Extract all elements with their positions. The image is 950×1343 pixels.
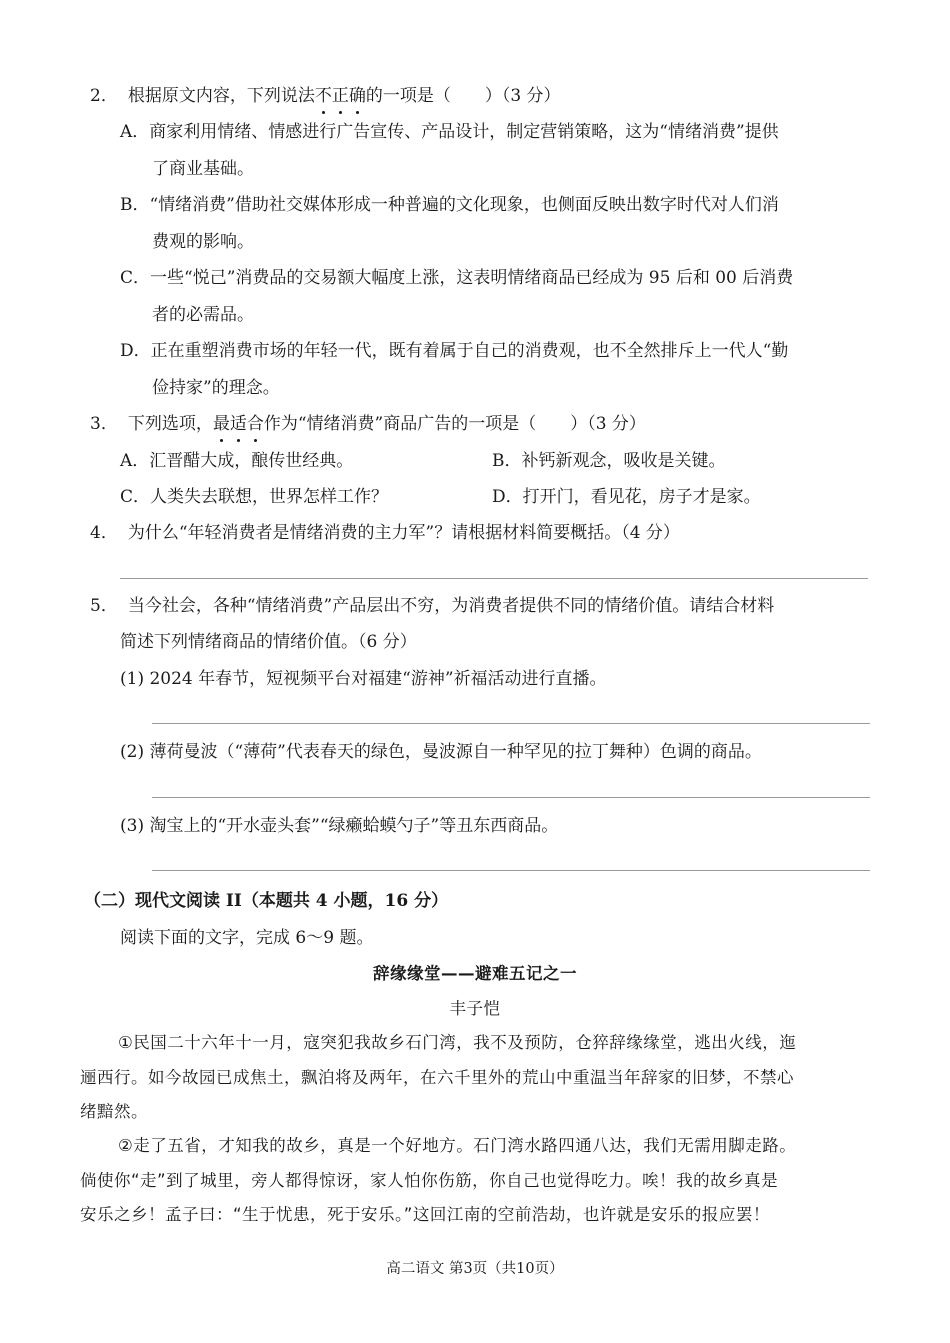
- q2-stem: [90, 84, 561, 108]
- passage-author: 丰子恺: [449, 999, 501, 1018]
- q5-answer-line-3[interactable]: [152, 870, 870, 871]
- q4-number: 4．: [90, 523, 118, 543]
- q3-option-a: A．汇晋醋大成，酿传世经典。: [120, 451, 354, 471]
- q2-option-b-line1: B．“情绪消费”借助社交媒体形成一种普遍的文化现象，也侧面反映出数字时代对人们消: [120, 195, 779, 215]
- q3-option-d: D．打开门，看见花，房子才是家。: [492, 487, 761, 507]
- q3-number: 3．: [90, 414, 118, 434]
- q2-stem-text: 根据原文内容，下列说法: [127, 86, 315, 106]
- section-instruction: 阅读下面的文字，完成 6～9 题。: [120, 928, 374, 948]
- q5-answer-line-2[interactable]: [152, 797, 870, 798]
- q2-number: 2．: [90, 86, 118, 106]
- passage-paragraph-2-line1: ②走了五省，才知我的故乡，真是一个好地方。石门湾水路四通八达，我们无需用脚走路。: [118, 1136, 797, 1155]
- q3-stem-tail: 作为“情绪消费”商品广告的一项是（ ）（3 分）: [263, 414, 646, 434]
- q3-emphasis-char: 适: [229, 414, 247, 434]
- section-heading: （二）现代文阅读 II（本题共 4 小题，16 分）: [84, 891, 449, 911]
- q5-subquestion-2: (2) 薄荷曼波（“薄荷”代表春天的绿色，曼波源自一种罕见的拉丁舞种）色调的商品。: [120, 742, 762, 762]
- q5-answer-line-1[interactable]: [152, 723, 870, 724]
- q3-option-c: C．人类失去联想，世界怎样工作？: [120, 487, 389, 507]
- q2-stem-tail: 的一项是（ ）（3 分）: [365, 86, 561, 106]
- q5-stem-text: 当今社会，各种“情绪消费”产品层出不穷，为消费者提供不同的情绪价值。请结合材料: [127, 596, 775, 616]
- q2-emphasis-char: 正: [331, 86, 349, 106]
- q4-answer-line[interactable]: [120, 578, 868, 579]
- q3-emphasis-char: 合: [246, 414, 264, 434]
- q3-option-b: B．补钙新观念，吸收是关键。: [492, 451, 726, 471]
- q2-option-d-line1: D．正在重塑消费市场的年轻一代，既有着属于自己的消费观，也不全然排斥上一代人“勤: [120, 341, 789, 361]
- q2-option-c-line2: 者的必需品。: [152, 305, 254, 325]
- q2-option-b-line2: 费观的影响。: [152, 232, 254, 252]
- q2-option-a-line1: A．商家利用情绪、情感进行广告宣传、产品设计，制定营销策略，这为“情绪消费”提供: [120, 122, 779, 142]
- passage-paragraph-1-line1: ①民国二十六年十一月，寇突犯我故乡石门湾，我不及预防，仓猝辞缘缘堂，逃出火线，迤: [118, 1033, 797, 1052]
- passage-paragraph-1-line3: 绪黯然。: [80, 1102, 148, 1121]
- q3-stem-text: 下列选项，: [127, 414, 213, 434]
- q5-stem-line1: [90, 594, 774, 618]
- q3-emphasis-char: 最: [212, 414, 230, 434]
- q4-stem-text: 为什么“年轻消费者是情绪消费的主力军”？请根据材料简要概括。（4 分）: [127, 523, 680, 543]
- passage-title: 辞缘缘堂——避难五记之一: [373, 964, 577, 983]
- q5-stem-line2: 简述下列情绪商品的情绪价值。（6 分）: [120, 632, 417, 652]
- q2-emphasis-char: 确: [348, 86, 366, 106]
- passage-paragraph-2-line3: 安乐之乡！孟子曰：“生于忧患，死于安乐。”这回江南的空前浩劫，也许就是安乐的报应罢！: [80, 1205, 770, 1224]
- q5-number: 5．: [90, 596, 118, 616]
- q5-subquestion-1: (1) 2024 年春节，短视频平台对福建“游神”祈福活动进行直播。: [120, 669, 607, 689]
- page-footer: 高二语文 第3页（共10页）: [386, 1261, 564, 1277]
- q5-subquestion-3: (3) 淘宝上的“开水壶头套”“绿癞蛤蟆勺子”等丑东西商品。: [120, 816, 559, 836]
- passage-paragraph-2-line2: 倘使你“走”到了城里，旁人都得惊讶，家人怕你伤筋，你自己也觉得吃力。唉！我的故乡真是: [80, 1171, 779, 1190]
- q2-option-c-line1: C．一些“悦己”消费品的交易额大幅度上涨，这表明情绪商品已经成为 95 后和 00 后消费: [120, 268, 794, 288]
- passage-paragraph-1-line2: 逦西行。如今故园已成焦土，飘泊将及两年，在六千里外的荒山中重温当年辞家的旧梦，不禁心: [80, 1068, 794, 1087]
- q2-emphasis-char: 不: [314, 86, 332, 106]
- q2-option-d-line2: 俭持家”的理念。: [152, 378, 280, 398]
- q4-stem: [90, 521, 680, 545]
- q2-option-a-line2: 了商业基础。: [152, 159, 254, 179]
- q3-stem: [90, 412, 646, 436]
